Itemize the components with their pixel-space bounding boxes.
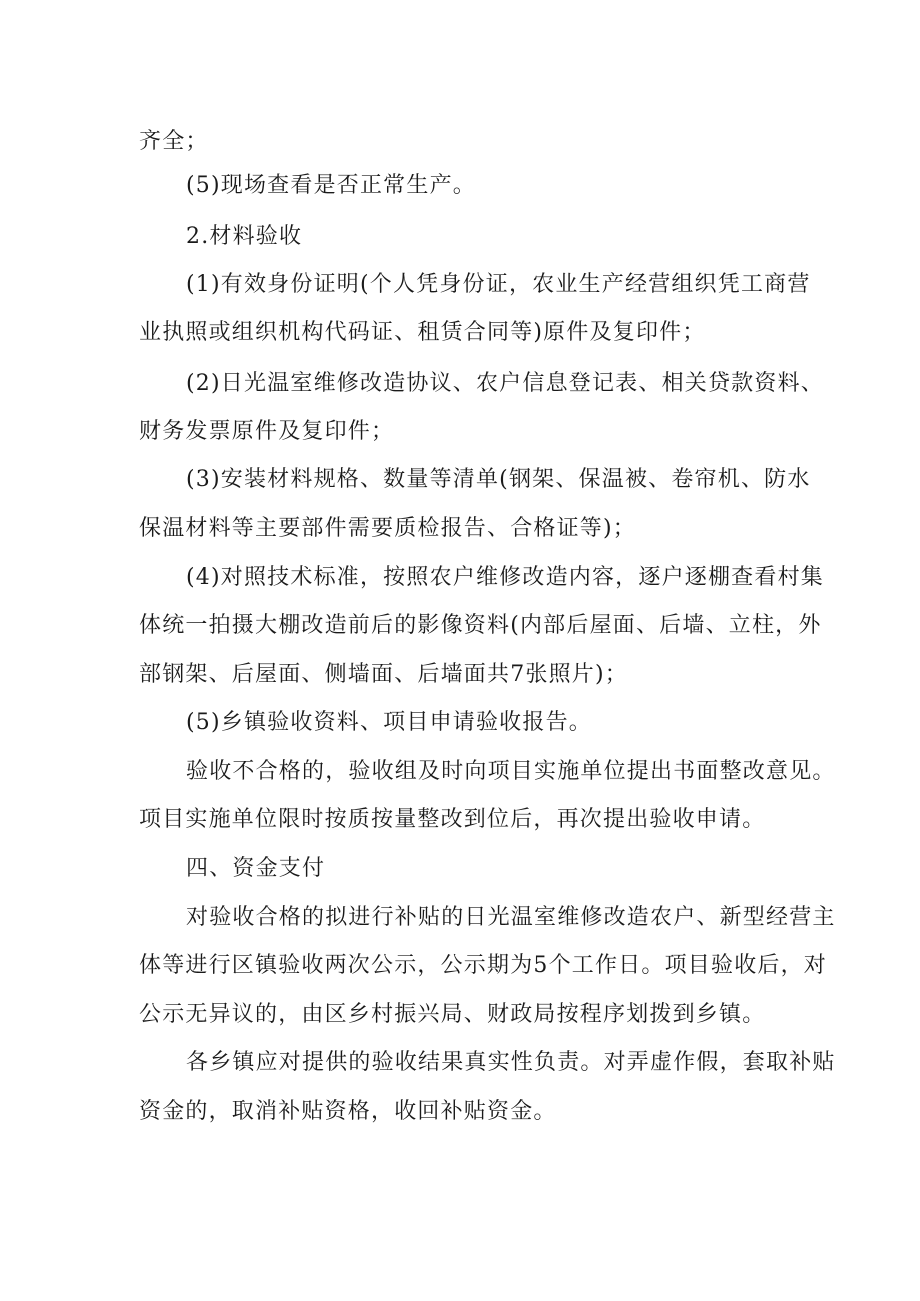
text-line: 体等进行区镇验收两次公示，公示期为5个工作日。项目验收后，对 — [139, 953, 827, 978]
section-heading: 2.材料验收 — [186, 224, 303, 249]
text-line: 部钢架、后屋面、侧墙面、后墙面共7张照片)； — [139, 662, 628, 687]
text-line: 业执照或组织机构代码证、租赁合同等)原件及复印件； — [139, 320, 706, 345]
text-line: 保温材料等主要部件需要质检报告、合格证等)； — [139, 516, 636, 541]
text-line: (4)对照技术标准，按照农户维修改造内容，逐户逐棚查看村集 — [186, 565, 824, 590]
text-line: 资金的，取消补贴资格，收回补贴资金。 — [139, 1099, 557, 1124]
text-line: 验收不合格的，验收组及时向项目实施单位提出书面整改意见。 — [186, 759, 836, 784]
section-heading: 四、资金支付 — [186, 856, 326, 881]
text-line: 公示无异议的，由区乡村振兴局、财政局按程序划拨到乡镇。 — [139, 1002, 766, 1027]
text-line: (3)安装材料规格、数量等清单(钢架、保温被、卷帘机、防水 — [186, 467, 811, 492]
text-line: (5)现场查看是否正常生产。 — [186, 173, 476, 198]
text-line: 对验收合格的拟进行补贴的日光温室维修改造农户、新型经营主 — [186, 905, 836, 930]
text-line: (2)日光温室维修改造协议、农户信息登记表、相关贷款资料、 — [186, 371, 824, 396]
text-line: (1)有效身份证明(个人凭身份证，农业生产经营组织凭工商营 — [186, 272, 811, 297]
text-line: 项目实施单位限时按质按量整改到位后，再次提出验收申请。 — [139, 807, 766, 832]
text-line: 体统一拍摄大棚改造前后的影像资料(内部后屋面、后墙、立柱，外 — [139, 613, 822, 638]
text-line: 齐全； — [139, 129, 209, 154]
text-line: 财务发票原件及复印件； — [139, 419, 395, 444]
text-line: 各乡镇应对提供的验收结果真实性负责。对弄虚作假，套取补贴 — [186, 1050, 836, 1075]
text-line: (5)乡镇验收资料、项目申请验收报告。 — [186, 710, 592, 735]
